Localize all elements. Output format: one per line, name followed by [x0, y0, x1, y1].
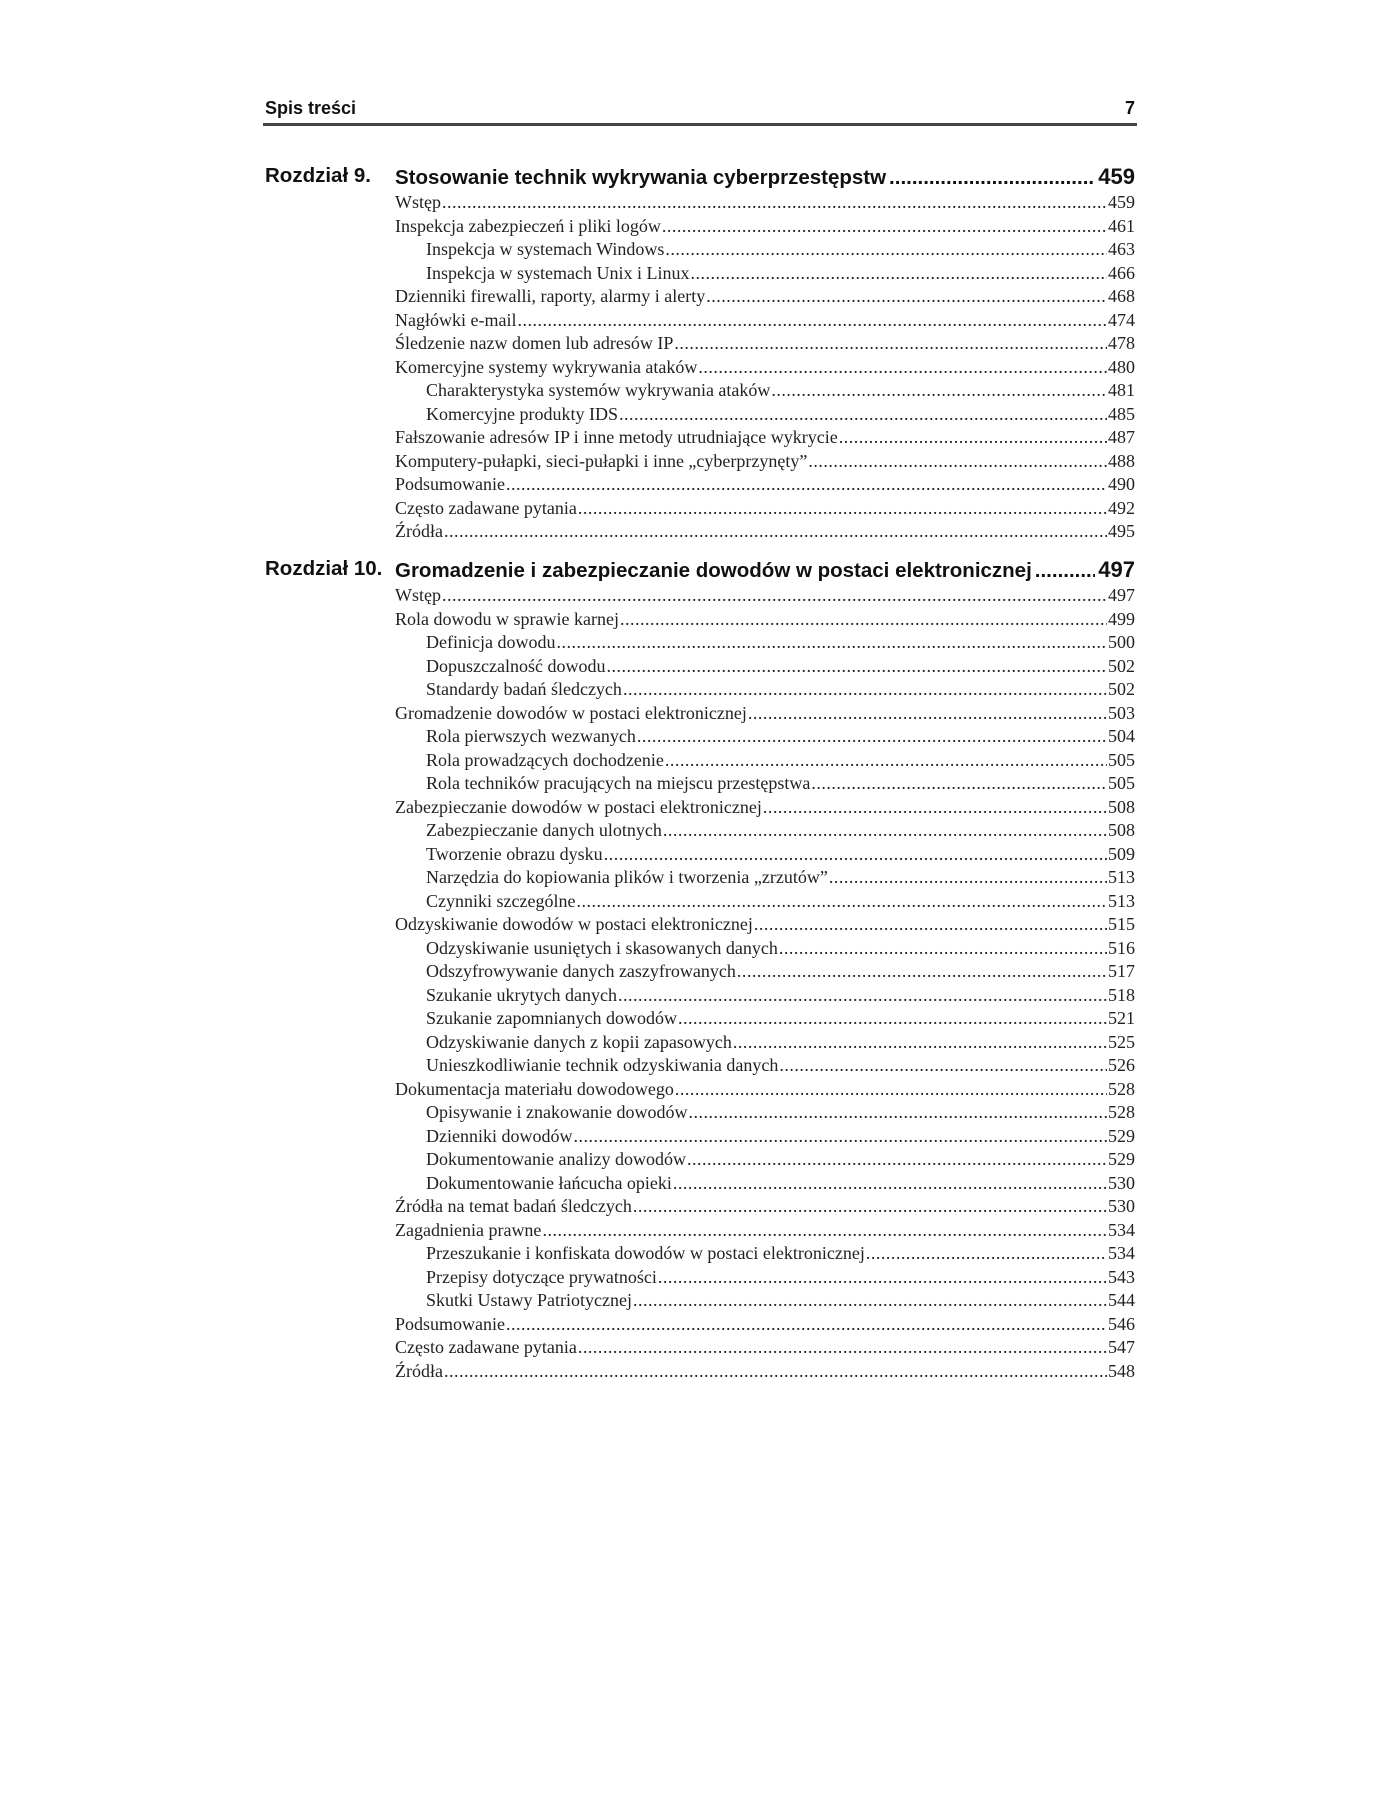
- toc-entry[interactable]: [395, 1337, 1135, 1361]
- entry-title: Wstęp: [395, 585, 441, 605]
- chapter-page: 459: [1098, 164, 1135, 189]
- toc-entry[interactable]: [395, 216, 1135, 240]
- entry-page: 503: [1108, 702, 1135, 723]
- entry-title: Fałszowanie adresów IP i inne metody utrudniające wykrycie: [395, 427, 838, 447]
- entry-title: Narzędzia do kopiowania plików i tworzenia „zrzutów”: [426, 867, 828, 887]
- entry-title: Definicja dowodu: [426, 632, 556, 652]
- entry-title: Odzyskiwanie danych z kopii zapasowych: [426, 1031, 732, 1052]
- entry-page: 468: [1108, 286, 1135, 306]
- toc-entry[interactable]: [395, 1314, 1135, 1338]
- entry-title: Źródła na temat badań śledczych: [395, 1196, 632, 1216]
- dot-leader: [633, 1196, 1107, 1217]
- toc-entry[interactable]: [426, 1267, 1135, 1291]
- dot-leader: [623, 679, 1107, 700]
- toc-entry[interactable]: [395, 192, 1135, 216]
- entry-page: 502: [1108, 679, 1135, 699]
- toc-entry[interactable]: [395, 797, 1135, 821]
- entry-page: 546: [1108, 1313, 1135, 1334]
- toc-entry[interactable]: [395, 914, 1135, 938]
- entry-title: Komputery-pułapki, sieci-pułapki i inne „cyberprzynęty”: [395, 450, 808, 471]
- entry-page: 529: [1108, 1149, 1135, 1169]
- entry-title: Inspekcja w systemach Unix i Linux: [426, 262, 690, 283]
- entry-page: 547: [1108, 1337, 1135, 1357]
- dot-leader: [678, 1008, 1107, 1029]
- entry-title: Zagadnienia prawne: [395, 1219, 542, 1240]
- entry-page: 500: [1108, 632, 1135, 652]
- dot-leader: [779, 938, 1107, 959]
- dot-leader: [779, 1055, 1107, 1076]
- running-header: [265, 98, 1135, 122]
- dot-leader: [771, 380, 1107, 401]
- chapter-9: [265, 162, 1135, 545]
- dot-leader: [665, 750, 1107, 771]
- entry-title: Rola dowodu w sprawie karnej: [395, 608, 619, 629]
- toc-entry[interactable]: [395, 357, 1135, 381]
- toc-entry[interactable]: [395, 1196, 1135, 1220]
- toc-entry[interactable]: [426, 1173, 1135, 1197]
- entry-page: 528: [1108, 1078, 1135, 1099]
- entry-page: 466: [1108, 262, 1135, 283]
- chapter-label: Rozdział 9.: [265, 164, 371, 187]
- entry-page: 474: [1108, 309, 1135, 330]
- entry-title: Dokumentacja materiału dowodowego: [395, 1078, 674, 1099]
- dot-leader: [444, 1361, 1107, 1382]
- dot-leader: [763, 797, 1107, 818]
- toc-entry[interactable]: [426, 380, 1135, 404]
- toc-entry[interactable]: [426, 656, 1135, 680]
- entry-title: Odszyfrowywanie danych zaszyfrowanych: [426, 961, 736, 981]
- entry-page: 525: [1108, 1031, 1135, 1052]
- entry-page: 528: [1108, 1102, 1135, 1122]
- entry-list: [265, 192, 1135, 545]
- dot-leader: [658, 1267, 1107, 1288]
- dot-leader: [665, 239, 1107, 260]
- entry-title: Rola prowadzących dochodzenie: [426, 749, 664, 770]
- toc-entry[interactable]: [395, 609, 1135, 633]
- entry-title: Czynniki szczególne: [426, 890, 576, 911]
- header-rule: [263, 123, 1137, 126]
- entry-page: 516: [1108, 937, 1135, 958]
- chapter-heading[interactable]: [265, 162, 1135, 192]
- dot-leader: [663, 820, 1107, 841]
- entry-page: 480: [1108, 356, 1135, 377]
- entry-title: Nagłówki e-mail: [395, 309, 517, 330]
- toc-entry[interactable]: [426, 1032, 1135, 1056]
- entry-page: 517: [1108, 961, 1135, 981]
- toc-entry[interactable]: [426, 891, 1135, 915]
- dot-leader: [698, 357, 1107, 378]
- dot-leader: [542, 1220, 1107, 1241]
- toc-entry[interactable]: [395, 498, 1135, 522]
- entry-title: Śledzenie nazw domen lub adresów IP: [395, 333, 674, 353]
- toc-entry[interactable]: [426, 985, 1135, 1009]
- entry-title: Standardy badań śledczych: [426, 679, 622, 699]
- entry-title: Tworzenie obrazu dysku: [426, 843, 603, 864]
- entry-page: 502: [1108, 655, 1135, 676]
- entry-page: 509: [1108, 843, 1135, 864]
- entry-page: 487: [1108, 427, 1135, 447]
- dot-leader: [754, 914, 1107, 935]
- entry-page: 463: [1108, 239, 1135, 259]
- toc-entry[interactable]: [395, 310, 1135, 334]
- toc-entry[interactable]: [395, 451, 1135, 475]
- dot-leader: [444, 521, 1107, 542]
- toc-entry[interactable]: [426, 961, 1135, 985]
- entry-page: 481: [1108, 380, 1135, 400]
- entry-page: 548: [1108, 1360, 1135, 1381]
- entry-title: Inspekcja zabezpieczeń i pliki logów: [395, 215, 661, 236]
- toc-entry[interactable]: [395, 521, 1135, 545]
- entry-page: 544: [1108, 1290, 1135, 1310]
- entry-title: Rola techników pracujących na miejscu przestępstwa: [426, 773, 811, 793]
- entry-title: Opisywanie i znakowanie dowodów: [426, 1102, 688, 1122]
- entry-page: 518: [1108, 984, 1135, 1005]
- dot-leader: [706, 286, 1107, 307]
- entry-title: Często zadawane pytania: [395, 1337, 577, 1357]
- entry-page: 497: [1108, 585, 1135, 605]
- entry-page: 534: [1108, 1243, 1135, 1263]
- dot-leader: [442, 585, 1107, 606]
- entry-page: 505: [1108, 773, 1135, 793]
- entry-title: Gromadzenie dowodów w postaci elektronicznej: [395, 702, 747, 723]
- toc-entry[interactable]: [426, 263, 1135, 287]
- entry-page: 508: [1108, 820, 1135, 840]
- entry-title: Charakterystyka systemów wykrywania ataków: [426, 380, 771, 400]
- entry-title: Skutki Ustawy Patriotycznej: [426, 1290, 632, 1310]
- dot-leader: [866, 1243, 1107, 1264]
- toc-entry[interactable]: [426, 679, 1135, 703]
- entry-title: Unieszkodliwianie technik odzyskiwania danych: [426, 1055, 779, 1075]
- entry-title: Odzyskiwanie usuniętych i skasowanych danych: [426, 937, 778, 958]
- entry-title: Przepisy dotyczące prywatności: [426, 1266, 657, 1287]
- entry-page: 513: [1108, 867, 1135, 887]
- dot-leader: [675, 1079, 1107, 1100]
- entry-title: Często zadawane pytania: [395, 497, 577, 518]
- toc-entry[interactable]: [426, 404, 1135, 428]
- entry-title: Dokumentowanie analizy dowodów: [426, 1149, 686, 1169]
- chapter-title: Stosowanie technik wykrywania cyberprzestępstw: [395, 166, 887, 189]
- toc-entry[interactable]: [426, 750, 1135, 774]
- entry-page: 459: [1108, 192, 1135, 212]
- dot-leader: [637, 726, 1107, 747]
- toc-entry[interactable]: [395, 1220, 1135, 1244]
- entry-title: Podsumowanie: [395, 474, 505, 494]
- dot-leader: [733, 1032, 1107, 1053]
- dot-leader: [618, 985, 1107, 1006]
- toc-entry[interactable]: [426, 1055, 1135, 1079]
- dot-leader: [578, 1337, 1107, 1358]
- entry-title: Źródła: [395, 1360, 443, 1381]
- chapter-label: Rozdział 10.: [265, 557, 383, 580]
- dot-leader: [578, 498, 1107, 519]
- entry-page: 521: [1108, 1008, 1135, 1028]
- entry-title: Podsumowanie: [395, 1313, 505, 1334]
- entry-title: Dzienniki dowodów: [426, 1125, 573, 1146]
- toc-entry[interactable]: [426, 1126, 1135, 1150]
- entry-page: 513: [1108, 890, 1135, 911]
- dot-leader: [690, 263, 1107, 284]
- entry-page: 485: [1108, 403, 1135, 424]
- dot-leader: [808, 451, 1107, 472]
- entry-page: 488: [1108, 450, 1135, 471]
- entry-page: 495: [1108, 521, 1135, 541]
- dot-leader: [688, 1102, 1107, 1123]
- dot-leader: [687, 1149, 1107, 1170]
- dot-leader: [662, 216, 1107, 237]
- entry-page: 478: [1108, 333, 1135, 353]
- dot-leader: [748, 703, 1107, 724]
- chapter-page: 497: [1098, 557, 1135, 582]
- entry-title: Zabezpieczanie danych ulotnych: [426, 820, 662, 840]
- entry-title: Wstęp: [395, 192, 441, 212]
- toc-entry[interactable]: [395, 585, 1135, 609]
- toc-entry[interactable]: [395, 474, 1135, 498]
- toc-entry[interactable]: [395, 1079, 1135, 1103]
- section-title: Spis treści: [265, 98, 357, 118]
- toc-entry[interactable]: [426, 773, 1135, 797]
- toc-entry[interactable]: [426, 938, 1135, 962]
- entry-title: Dzienniki firewalli, raporty, alarmy i alerty: [395, 286, 706, 306]
- toc-entry[interactable]: [426, 1290, 1135, 1314]
- dot-leader: [506, 474, 1107, 495]
- dot-leader: [633, 1290, 1107, 1311]
- entry-title: Źródła: [395, 521, 443, 541]
- chapter-title: Gromadzenie i zabezpieczanie dowodów w postaci elektronicznej: [395, 559, 1032, 582]
- toc-entry[interactable]: [395, 427, 1135, 451]
- toc-entry[interactable]: [395, 1361, 1135, 1385]
- toc-entry[interactable]: [426, 726, 1135, 750]
- dot-leader: [556, 632, 1107, 653]
- entry-page: 492: [1108, 497, 1135, 518]
- entry-title: Dopuszczalność dowodu: [426, 655, 606, 676]
- entry-page: 490: [1108, 474, 1135, 494]
- entry-page: 515: [1108, 914, 1135, 934]
- dot-leader: [829, 867, 1107, 888]
- toc-entry[interactable]: [395, 703, 1135, 727]
- entry-title: Szukanie ukrytych danych: [426, 984, 617, 1005]
- dot-leader: [620, 609, 1107, 630]
- dot-leader: [811, 773, 1107, 794]
- entry-page: 529: [1108, 1125, 1135, 1146]
- entry-page: 543: [1108, 1266, 1135, 1287]
- entry-page: 499: [1108, 608, 1135, 629]
- dot-leader: [1035, 559, 1096, 583]
- entry-title: Inspekcja w systemach Windows: [426, 239, 665, 259]
- toc-entry[interactable]: [426, 1102, 1135, 1126]
- toc-entry[interactable]: [426, 1008, 1135, 1032]
- dot-leader: [573, 1126, 1107, 1147]
- toc-entry[interactable]: [395, 333, 1135, 357]
- entry-title: Zabezpieczanie dowodów w postaci elektronicznej: [395, 796, 762, 817]
- dot-leader: [673, 1173, 1107, 1194]
- entry-page: 504: [1108, 726, 1135, 746]
- chapter-heading[interactable]: [265, 555, 1135, 585]
- entry-title: Dokumentowanie łańcucha opieki: [426, 1172, 672, 1193]
- toc-entry[interactable]: [426, 632, 1135, 656]
- entry-page: 534: [1108, 1219, 1135, 1240]
- dot-leader: [576, 891, 1107, 912]
- entry-title: Szukanie zapomnianych dowodów: [426, 1008, 677, 1028]
- dot-leader: [604, 844, 1107, 865]
- chapter-10: [265, 555, 1135, 1384]
- dot-leader: [619, 404, 1107, 425]
- entry-page: 505: [1108, 749, 1135, 770]
- dot-leader: [839, 427, 1107, 448]
- dot-leader: [674, 333, 1107, 354]
- entry-page: 508: [1108, 796, 1135, 817]
- entry-page: 530: [1108, 1172, 1135, 1193]
- toc-entry[interactable]: [426, 844, 1135, 868]
- entry-page: 530: [1108, 1196, 1135, 1216]
- toc-entry[interactable]: [426, 820, 1135, 844]
- toc-entry[interactable]: [395, 286, 1135, 310]
- toc-entry[interactable]: [426, 867, 1135, 891]
- dot-leader: [442, 192, 1107, 213]
- toc-entry[interactable]: [426, 239, 1135, 263]
- dot-leader: [506, 1314, 1107, 1335]
- entry-title: Komercyjne systemy wykrywania ataków: [395, 356, 698, 377]
- toc-entry[interactable]: [426, 1243, 1135, 1267]
- dot-leader: [889, 166, 1095, 190]
- entry-title: Rola pierwszych wezwanych: [426, 726, 636, 746]
- entry-list: [265, 585, 1135, 1384]
- dot-leader: [737, 961, 1107, 982]
- entry-page: 461: [1108, 215, 1135, 236]
- entry-title: Komercyjne produkty IDS: [426, 403, 618, 424]
- entry-title: Odzyskiwanie dowodów w postaci elektronicznej: [395, 914, 753, 934]
- dot-leader: [517, 310, 1107, 331]
- entry-page: 526: [1108, 1055, 1135, 1075]
- dot-leader: [606, 656, 1107, 677]
- entry-title: Przeszukanie i konfiskata dowodów w postaci elektronicznej: [426, 1243, 865, 1263]
- page-number: 7: [1124, 98, 1135, 118]
- toc-entry[interactable]: [426, 1149, 1135, 1173]
